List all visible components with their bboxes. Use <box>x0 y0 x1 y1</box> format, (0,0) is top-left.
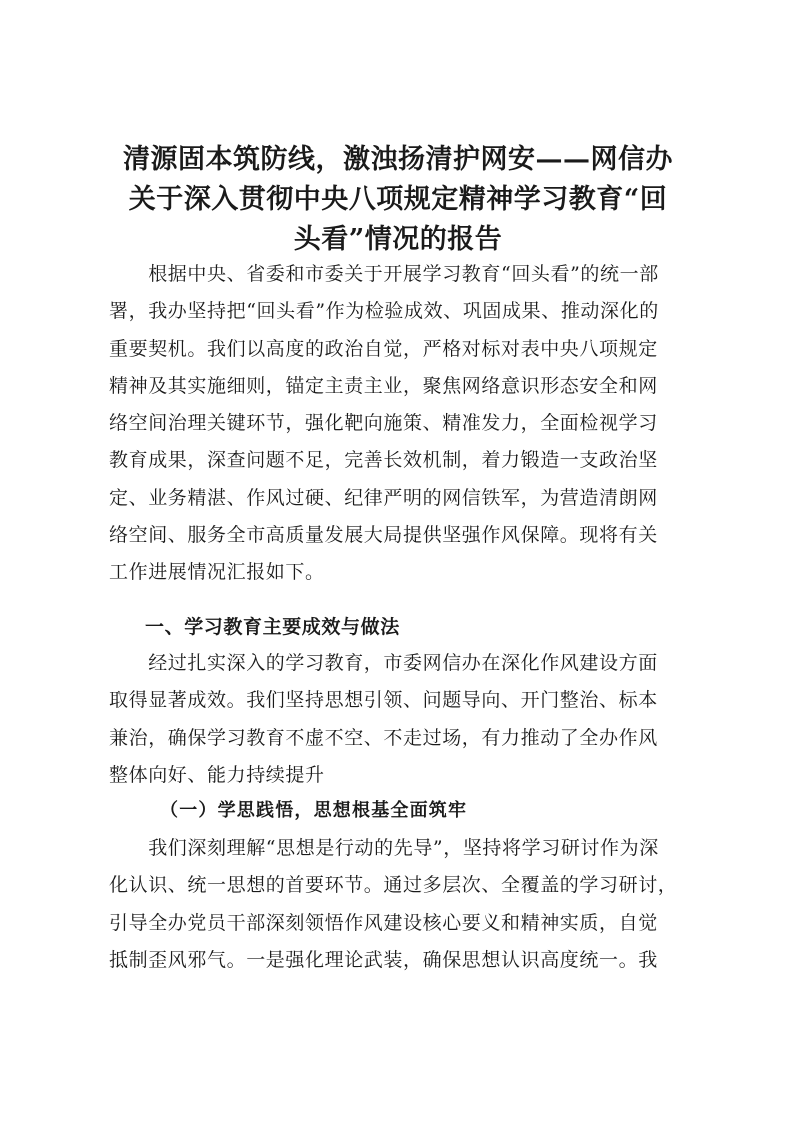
text-line: 络空间、服务全市高质量发展大局提供坚强作风保障。现将有关 <box>109 524 658 547</box>
text-line: 工作进展情况汇报如下。 <box>109 561 325 584</box>
text-line: 我们深刻理解“思想是行动的先导”，坚持将学习研讨作为深 <box>109 837 659 859</box>
intro-paragraph <box>109 256 713 592</box>
text-line: 经过扎实深入的学习教育，市委网信办在深化作风建设方面 <box>109 652 658 674</box>
text-line: 取得显著成效。我们坚持思想引领、问题导向、开门整治、标本 <box>109 689 658 712</box>
subsection-paragraph <box>109 830 713 979</box>
title-line: 头看”情况的报告 <box>293 224 503 255</box>
document-title <box>90 140 706 260</box>
section-paragraph <box>109 645 713 794</box>
text-line: 引导全办党员干部深刻领悟作风建设核心要义和精神实质，自觉 <box>109 911 658 934</box>
text-line: 定、业务精湛、作风过硬、纪律严明的网信铁军，为营造清朗网 <box>109 486 658 509</box>
text-line: 精神及其实施细则，锚定主责主业，聚焦网络意识形态安全和网 <box>109 374 658 397</box>
text-line: 抵制歪风邪气。一是强化理论武装，确保思想认识高度统一。我 <box>109 948 658 971</box>
text-line: 重要契机。我们以高度的政治自觉，严格对标对表中央八项规定 <box>109 337 658 360</box>
title-line: 清源固本筑防线，激浊扬清护网安——网信办 <box>123 144 673 175</box>
text-line: 络空间治理关键环节，强化靶向施策、精准发力，全面检视学习 <box>109 412 658 435</box>
text-line: 教育成果，深查问题不足，完善长效机制，着力锻造一支政治坚 <box>109 449 658 472</box>
title-line: 关于深入贯彻中央八项规定精神学习教育“回 <box>128 184 668 215</box>
text-line: 化认识、统一思想的首要环节。通过多层次、全覆盖的学习研讨， <box>109 874 678 897</box>
text-line: 根据中央、省委和市委关于开展学习教育“回头看”的统一部 <box>109 263 659 285</box>
section-heading: 一、学习教育主要成效与做法 <box>145 616 400 638</box>
text-line: 署，我办坚持把“回头看”作为检验成效、巩固成果、推动深化的 <box>109 300 659 323</box>
text-line: 整体向好、能力持续提升 <box>109 763 325 786</box>
subsection-heading: （一）学思践悟，思想根基全面筑牢 <box>160 800 468 821</box>
text-line: 兼治，确保学习教育不虚不空、不走过场，有力推动了全办作风 <box>109 726 658 749</box>
